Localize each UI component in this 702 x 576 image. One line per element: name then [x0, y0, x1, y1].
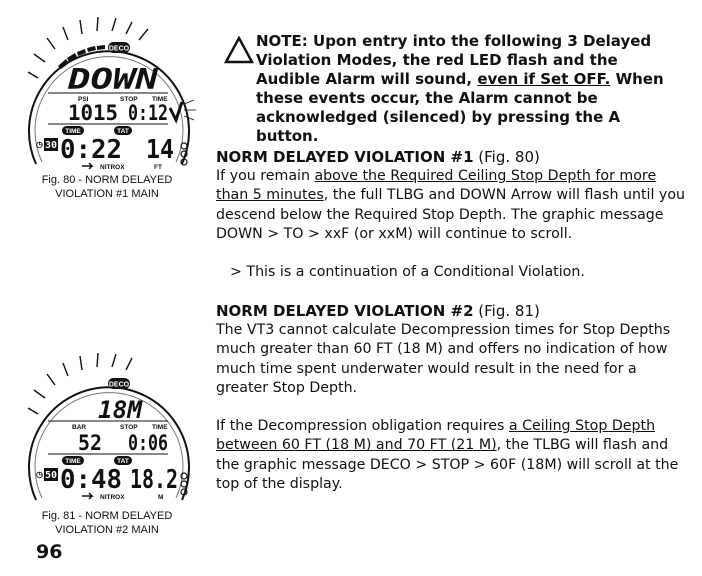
down-arrow-icon — [170, 102, 182, 120]
section-2-paragraph-1: The VT3 cannot calculate Decompression times for Stop Depths much greater than 60 FT (18 M) and offers no indication of how much time spent underwater would result in the need for a greater Stop Depth. — [216, 322, 671, 396]
time-pill-label: TIME — [65, 458, 81, 465]
time-pill-label: TIME — [65, 128, 81, 135]
note-block — [256, 32, 676, 146]
page-number: 96 — [36, 541, 63, 563]
bar-label: BAR — [72, 424, 87, 431]
psi-value: 1015 — [68, 101, 118, 125]
side-value: 50 — [44, 470, 58, 481]
deco-pill-label: DECO — [108, 381, 130, 389]
section-2-title: NORM DELAYED VIOLATION #2 — [216, 302, 474, 320]
bar-value: 52 — [78, 431, 102, 455]
unit-label: M — [158, 494, 164, 501]
s2p2-a: If the Decompression obligation requires — [216, 418, 509, 435]
note-text-2: When these events occur, the Alarm cannot be acknowledged (silenced) by pressing the A button. — [256, 70, 664, 145]
figure-81 — [18, 350, 196, 505]
s1p1-underlined: above the Required Ceiling Stop Depth for more than 5 minutes — [216, 168, 657, 204]
clock-icon: ◷ — [36, 470, 43, 479]
section-2-fig-ref: (Fig. 81) — [473, 302, 540, 320]
dive-computer-display-fig81 — [18, 350, 196, 505]
note-lead: NOTE: — [256, 32, 308, 50]
dive-computer-display-fig80 — [18, 14, 196, 169]
fig81-caption-line1: Fig. 81 - NORM DELAYED — [41, 510, 173, 522]
section-1-heading — [216, 148, 686, 167]
tat-pill-label: TAT — [117, 458, 129, 465]
note-text-1: Upon entry into the following 3 Delayed Violation Modes, the red LED flash and the Audible Alarm will sound, — [256, 32, 652, 88]
deco-pill-label: DECO — [108, 45, 130, 53]
depth-value: 14 — [146, 135, 174, 165]
main-message: DOWN — [66, 63, 160, 96]
warning-triangle-icon — [224, 36, 254, 64]
s2p2-underlined: a Ceiling Stop Depth between 60 FT (18 M) and 70 FT (21 M) — [216, 418, 656, 454]
s2p2-b: , the TLBG will flash and the graphic message DECO > STOP > 60F (18M) will scroll at the top of the display. — [216, 437, 679, 493]
fig80-caption-line2: VIOLATION #1 MAIN — [55, 188, 159, 200]
side-value: 30 — [44, 140, 58, 151]
stop-label: STOP — [120, 424, 138, 431]
time-label: TIME — [152, 96, 168, 103]
s1p1-a: If you remain — [216, 168, 315, 184]
dive-time: 0:22 — [60, 135, 122, 165]
note-underlined: even if Set OFF. — [477, 70, 611, 88]
psi-label: PSI — [78, 96, 89, 103]
section-1-fig-ref: (Fig. 80) — [473, 148, 540, 166]
section-2-paragraph-2 — [216, 417, 686, 494]
section-1 — [216, 148, 686, 282]
tat-pill-label: TAT — [117, 128, 129, 135]
fig80-caption-line1: Fig. 80 - NORM DELAYED — [41, 174, 173, 186]
s1p1-b: , the full TLBG and DOWN Arrow will flash until you descend below the Required Stop Depth. The graphic message DOWN > TO > xxF (or xxM) will continue to scroll. — [216, 187, 685, 242]
fig81-caption — [18, 509, 196, 537]
stop-label: STOP — [120, 96, 138, 103]
section-2 — [216, 302, 686, 494]
main-message: 18M — [98, 396, 144, 424]
clock-icon: ◷ — [36, 140, 43, 149]
stop-time: 0:06 — [128, 431, 168, 455]
fig80-caption — [18, 173, 196, 201]
nitrox-label: NITROX — [100, 494, 125, 501]
dive-time: 0:48 — [60, 465, 122, 495]
time-label: TIME — [152, 424, 168, 431]
unit-label: FT — [154, 164, 162, 169]
figure-80 — [18, 14, 196, 169]
fig81-caption-line2: VIOLATION #2 MAIN — [55, 524, 159, 536]
section-1-paragraph-1 — [216, 167, 686, 244]
section-2-heading — [216, 302, 686, 321]
nitrox-label: NITROX — [100, 164, 125, 169]
depth-value: 18.2 — [130, 465, 178, 495]
section-1-paragraph-2: > This is a continuation of a Conditional Violation. — [230, 264, 585, 281]
section-1-title: NORM DELAYED VIOLATION #1 — [216, 148, 474, 166]
stop-time: 0:12 — [128, 101, 168, 125]
